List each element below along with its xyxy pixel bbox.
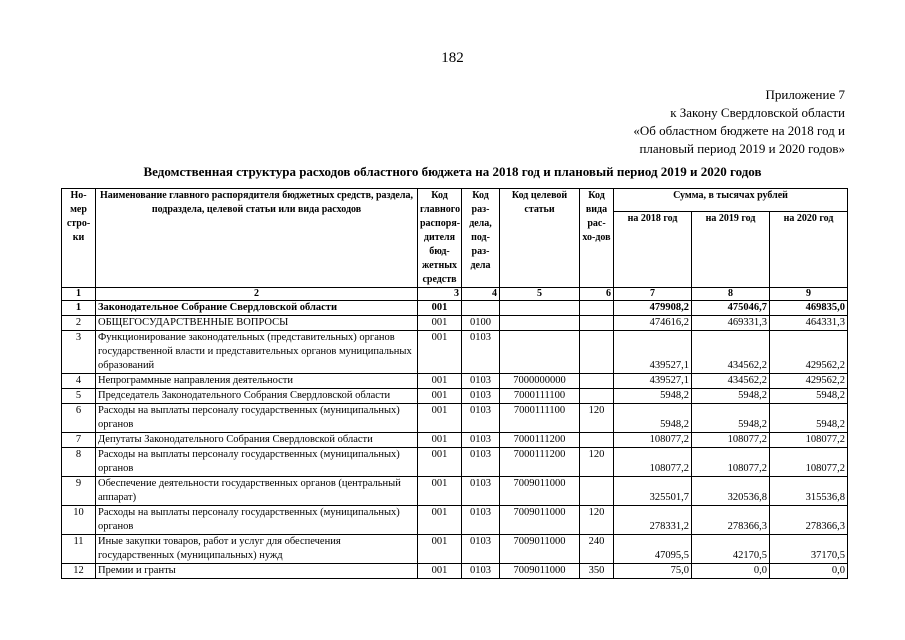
code-main: 001 [418, 389, 462, 404]
row-name: ОБЩЕГОСУДАРСТВЕННЫЕ ВОПРОСЫ [96, 316, 418, 331]
row-number: 7 [62, 433, 96, 448]
code-target: 7000111100 [500, 404, 580, 433]
table-row [62, 433, 848, 448]
code-main: 001 [418, 433, 462, 448]
sum-2020: 429562,2 [770, 374, 848, 389]
row-name: Функционирование законодательных (представительных) органов государственной власти и представительных органов муниципальных образований [96, 331, 418, 374]
code-target: 7000111200 [500, 448, 580, 477]
column-index: 6 [580, 288, 614, 301]
column-index: 7 [614, 288, 692, 301]
header-code-main: Код главного распоря-дителя бюд-жетных средств [418, 189, 462, 288]
sum-2020: 108077,2 [770, 433, 848, 448]
code-target: 7009011000 [500, 477, 580, 506]
code-main: 001 [418, 535, 462, 564]
sum-2020: 464331,3 [770, 316, 848, 331]
code-type: 350 [580, 564, 614, 579]
header-code-type: Код вида рас-хо-дов [580, 189, 614, 288]
sum-2018: 325501,7 [614, 477, 692, 506]
code-main: 001 [418, 477, 462, 506]
code-section: 0103 [462, 477, 500, 506]
code-type [580, 389, 614, 404]
row-number: 9 [62, 477, 96, 506]
code-target: 7000111100 [500, 389, 580, 404]
row-number: 11 [62, 535, 96, 564]
sum-2019: 108077,2 [692, 433, 770, 448]
sum-2020: 5948,2 [770, 404, 848, 433]
table-row [62, 506, 848, 535]
sum-2018: 108077,2 [614, 448, 692, 477]
code-section: 0103 [462, 404, 500, 433]
row-number: 4 [62, 374, 96, 389]
code-type [580, 433, 614, 448]
appendix-line: плановый период 2019 и 2020 годов» [639, 141, 845, 156]
code-target [500, 331, 580, 374]
sum-2020: 5948,2 [770, 389, 848, 404]
column-index: 9 [770, 288, 848, 301]
table-row [62, 535, 848, 564]
code-section: 0103 [462, 535, 500, 564]
header-row-number: Но-мер стро-ки [62, 189, 96, 288]
code-type: 120 [580, 448, 614, 477]
sum-2018: 5948,2 [614, 404, 692, 433]
appendix-line: Приложение 7 [765, 87, 845, 102]
row-number: 2 [62, 316, 96, 331]
sum-2019: 278366,3 [692, 506, 770, 535]
row-name: Расходы на выплаты персоналу государственных (муниципальных) органов [96, 404, 418, 433]
code-type [580, 301, 614, 316]
code-target [500, 316, 580, 331]
sum-2018: 108077,2 [614, 433, 692, 448]
table-row [62, 301, 848, 316]
row-number: 5 [62, 389, 96, 404]
header-2019: на 2019 год [692, 212, 770, 288]
table-row [62, 331, 848, 374]
code-type: 240 [580, 535, 614, 564]
code-main: 001 [418, 331, 462, 374]
code-target: 7000000000 [500, 374, 580, 389]
header-row [62, 189, 848, 212]
code-type: 120 [580, 506, 614, 535]
code-type: 120 [580, 404, 614, 433]
sum-2018: 439527,1 [614, 374, 692, 389]
appendix-line: «Об областном бюджете на 2018 год и [633, 123, 845, 138]
sum-2019: 469331,3 [692, 316, 770, 331]
column-index: 8 [692, 288, 770, 301]
code-main: 001 [418, 448, 462, 477]
table-row [62, 316, 848, 331]
row-number: 10 [62, 506, 96, 535]
sum-2020: 37170,5 [770, 535, 848, 564]
code-target: 7009011000 [500, 535, 580, 564]
row-number: 1 [62, 301, 96, 316]
sum-2019: 475046,7 [692, 301, 770, 316]
header-name: Наименование главного распорядителя бюджетных средств, раздела, подраздела, целевой статьи или вида расходов [96, 189, 418, 288]
code-target: 7009011000 [500, 506, 580, 535]
column-index: 4 [462, 288, 500, 301]
sum-2019: 434562,2 [692, 331, 770, 374]
code-type [580, 374, 614, 389]
code-section: 0103 [462, 331, 500, 374]
row-name: Законодательное Собрание Свердловской области [96, 301, 418, 316]
code-section: 0103 [462, 564, 500, 579]
row-name: Расходы на выплаты персоналу государственных (муниципальных) органов [96, 448, 418, 477]
code-main: 001 [418, 374, 462, 389]
row-number: 8 [62, 448, 96, 477]
table-row [62, 448, 848, 477]
header-sum-group: Сумма, в тысячах рублей [614, 189, 848, 212]
sum-2019: 42170,5 [692, 535, 770, 564]
column-index: 5 [500, 288, 580, 301]
header-2020: на 2020 год [770, 212, 848, 288]
column-index: 2 [96, 288, 418, 301]
sum-2019: 320536,8 [692, 477, 770, 506]
sum-2020: 0,0 [770, 564, 848, 579]
budget-table [61, 188, 848, 579]
code-main: 001 [418, 301, 462, 316]
row-name: Председатель Законодательного Собрания Свердловской области [96, 389, 418, 404]
row-name: Расходы на выплаты персоналу государственных (муниципальных) органов [96, 506, 418, 535]
code-target: 7009011000 [500, 564, 580, 579]
appendix-line: к Закону Свердловской области [670, 105, 845, 120]
table-row [62, 404, 848, 433]
row-name: Непрограммные направления деятельности [96, 374, 418, 389]
code-type [580, 316, 614, 331]
sum-2019: 5948,2 [692, 404, 770, 433]
sum-2019: 108077,2 [692, 448, 770, 477]
sum-2018: 75,0 [614, 564, 692, 579]
table-row [62, 477, 848, 506]
code-main: 001 [418, 316, 462, 331]
code-type [580, 477, 614, 506]
code-type [580, 331, 614, 374]
code-section [462, 301, 500, 316]
code-main: 001 [418, 404, 462, 433]
sum-2020: 278366,3 [770, 506, 848, 535]
sum-2018: 474616,2 [614, 316, 692, 331]
row-name: Обеспечение деятельности государственных органов (центральный аппарат) [96, 477, 418, 506]
sum-2018: 5948,2 [614, 389, 692, 404]
row-name: Премии и гранты [96, 564, 418, 579]
sum-2020: 315536,8 [770, 477, 848, 506]
sum-2018: 278331,2 [614, 506, 692, 535]
row-number: 12 [62, 564, 96, 579]
code-section: 0103 [462, 448, 500, 477]
sum-2018: 47095,5 [614, 535, 692, 564]
code-section: 0103 [462, 374, 500, 389]
code-target: 7000111200 [500, 433, 580, 448]
sum-2019: 434562,2 [692, 374, 770, 389]
sum-2019: 0,0 [692, 564, 770, 579]
sum-2018: 479908,2 [614, 301, 692, 316]
column-index: 3 [418, 288, 462, 301]
row-name: Иные закупки товаров, работ и услуг для обеспечения государственных (муниципальных) нужд [96, 535, 418, 564]
code-main: 001 [418, 564, 462, 579]
code-target [500, 301, 580, 316]
header-code-target: Код целевой статьи [500, 189, 580, 288]
header-2018: на 2018 год [614, 212, 692, 288]
row-number: 6 [62, 404, 96, 433]
code-section: 0103 [462, 506, 500, 535]
table-row [62, 374, 848, 389]
sum-2019: 5948,2 [692, 389, 770, 404]
code-section: 0103 [462, 389, 500, 404]
table-row [62, 389, 848, 404]
appendix-note [505, 86, 845, 158]
row-name: Депутаты Законодательного Собрания Свердловской области [96, 433, 418, 448]
sum-2020: 429562,2 [770, 331, 848, 374]
document-title: Ведомственная структура расходов областного бюджета на 2018 год и плановый период 2019 и 2020 годов [143, 164, 762, 179]
code-section: 0103 [462, 433, 500, 448]
code-section: 0100 [462, 316, 500, 331]
column-index: 1 [62, 288, 96, 301]
column-index-row [62, 288, 848, 301]
row-number: 3 [62, 331, 96, 374]
sum-2018: 439527,1 [614, 331, 692, 374]
sum-2020: 108077,2 [770, 448, 848, 477]
code-main: 001 [418, 506, 462, 535]
page-number: 182 [441, 50, 464, 66]
header-code-section: Код раз-дела, под-раз-дела [462, 189, 500, 288]
table-row [62, 564, 848, 579]
sum-2020: 469835,0 [770, 301, 848, 316]
